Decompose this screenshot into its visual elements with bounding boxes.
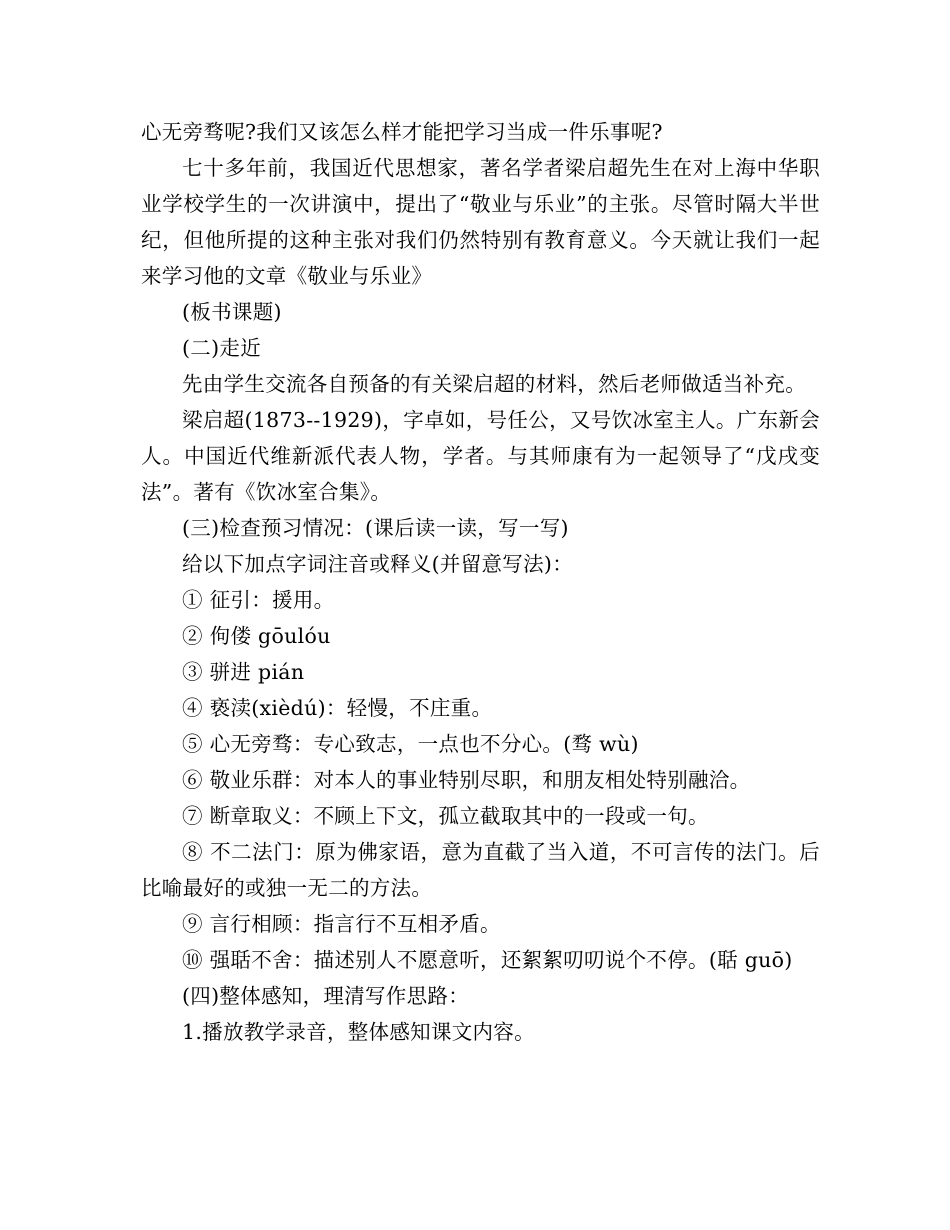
vocab-item: ⑦ 断章取义：不顾上下文，孤立截取其中的一段或一句。 [182, 804, 709, 828]
vocab-item: ① 征引：援用。 [182, 588, 335, 612]
paragraph-blackboard-title: (板书课题) [182, 300, 282, 324]
vocab-item: ⑤ 心无旁骛：专心致志，一点也不分心。(骛 wù) [182, 732, 639, 756]
section-heading-approach: (二)走近 [182, 336, 261, 360]
section-heading-preview-check: (三)检查预习情况：(课后读一读，写一写) [182, 516, 569, 540]
paragraph-continuation: 心无旁骛呢?我们又该怎么样才能把学习当成一件乐事呢? [141, 120, 663, 144]
vocab-item: ④ 亵渎(xièdú)：轻慢，不庄重。 [182, 696, 493, 720]
paragraph-introduction: 七十多年前，我国近代思想家，著名学者梁启超先生在对上海中华职业学校学生的一次讲演中，提出了“敬业与乐业”的主张。尽管时隔大半世纪，但他所提的这种主张对我们仍然特别有教育意义。今天就让我们一起来学习他的文章《敬业与乐业》 [141, 156, 820, 288]
paragraph-vocab-instruction: 给以下加点字词注音或释义(并留意写法)： [182, 552, 573, 576]
vocab-item: ③ 骈进 pián [182, 660, 305, 684]
paragraph-author-bio: 梁启超(1873--1929)，字卓如，号任公，又号饮冰室主人。广东新会人。中国近代维新派代表人物，学者。与其师康有为一起领导了“戊戌变法”。著有《饮冰室合集》。 [141, 408, 820, 504]
paragraph-student-exchange: 先由学生交流各自预备的有关梁启超的材料，然后老师做适当补充。 [182, 372, 806, 396]
paragraph-step-one: 1.播放教学录音，整体感知课文内容。 [182, 1020, 535, 1044]
vocab-item: ⑩ 强聒不舍：描述别人不愿意听，还絮絮叨叨说个不停。(聒 guō) [182, 948, 793, 972]
section-heading-overall-perception: (四)整体感知，理清写作思路： [182, 984, 469, 1008]
vocab-item: ⑥ 敬业乐群：对本人的事业特别尽职，和朋友相处特别融洽。 [182, 768, 751, 792]
vocab-item: ⑨ 言行相顾：指言行不互相矛盾。 [182, 912, 501, 936]
vocab-item: ⑧ 不二法门：原为佛家语，意为直截了当入道，不可言传的法门。后比喻最好的或独一无二的方法。 [141, 840, 820, 900]
vocab-item: ② 佝偻 gōulóu [182, 624, 331, 648]
